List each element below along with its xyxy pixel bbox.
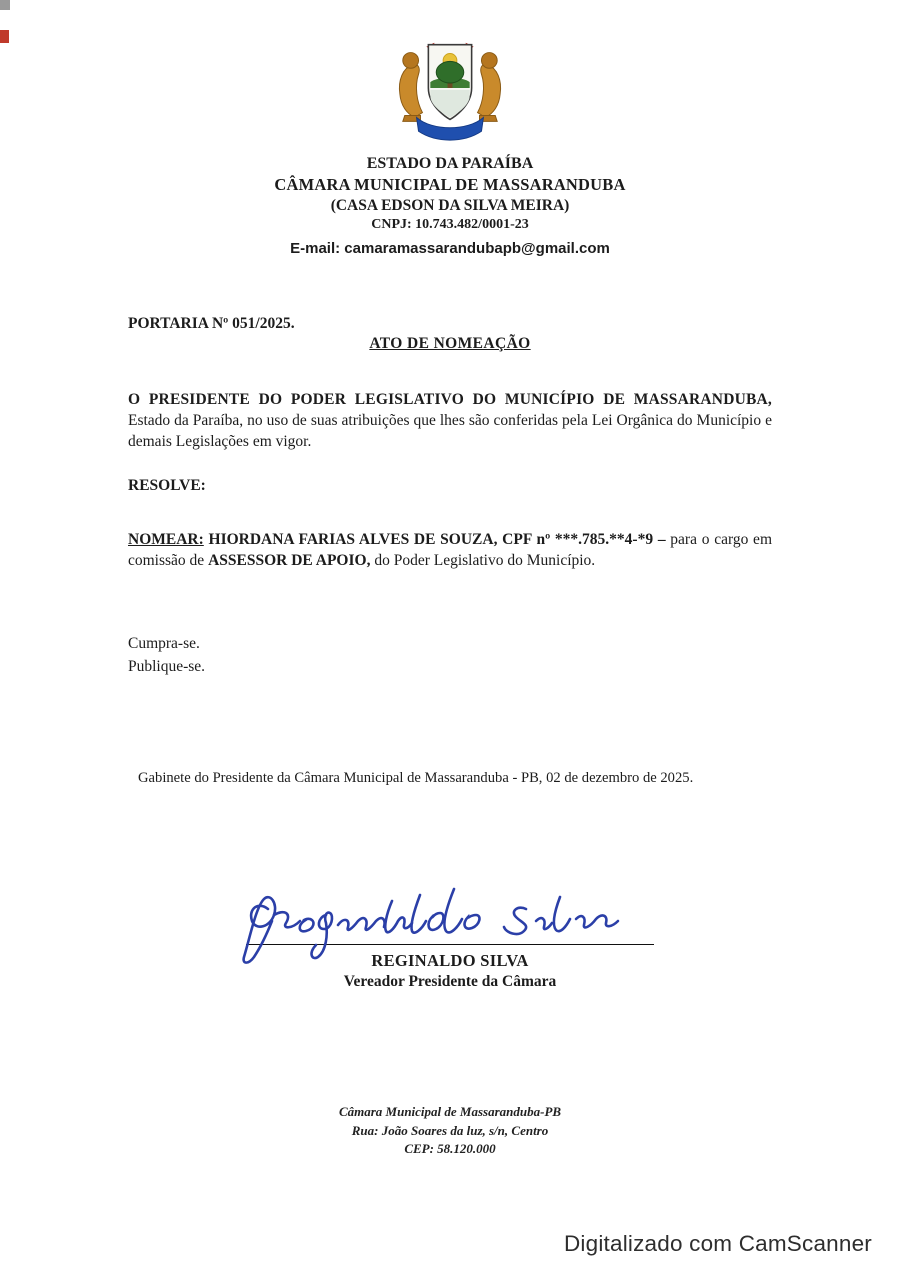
header-chamber: CÂMARA MUNICIPAL DE MASSARANDUBA <box>274 175 626 195</box>
nomear-cargo: ASSESSOR DE APOIO, <box>208 552 371 570</box>
preamble-bold: O PRESIDENTE DO PODER LEGISLATIVO DO MUNICÍPIO DE MASSARANDUBA, <box>128 390 772 408</box>
footer-line2: Rua: João Soares da luz, s/n, Centro <box>351 1122 549 1138</box>
camscanner-watermark: Digitalizado com CamScanner <box>563 1231 872 1256</box>
closing-orders <box>128 633 772 678</box>
cumpra-se: Cumpra-se. <box>128 635 200 653</box>
coat-of-arms-icon <box>391 30 509 142</box>
signer-name: REGINALDO SILVA <box>371 951 529 971</box>
scan-artifact-corner <box>0 0 10 10</box>
preamble-paragraph <box>128 389 772 453</box>
footer-line1: Câmara Municipal de Massaranduba-PB <box>338 1104 562 1120</box>
preamble-rest: Estado da Paraíba, no uso de suas atribuições que lhes são conferidas pela Lei Orgânica do Município e demais Legislações em vigor. <box>128 411 772 451</box>
header-state: ESTADO DA PARAÍBA <box>366 155 534 172</box>
document-title-text: ATO DE NOMEAÇÃO <box>369 334 531 352</box>
resolve-label: RESOLVE: <box>128 476 206 494</box>
portaria-number: PORTARIA Nº 051/2025. <box>128 314 295 332</box>
signature-block <box>240 879 660 991</box>
place-date-line: Gabinete do Presidente da Câmara Municipal de Massaranduba - PB, 02 de dezembro de 2025. <box>138 770 694 787</box>
document-title <box>128 335 772 353</box>
appointment-paragraph <box>128 529 772 572</box>
document-footer <box>128 1103 772 1158</box>
header-text-block <box>0 153 900 259</box>
header-cnpj: CNPJ: 10.743.482/0001-23 <box>371 217 529 233</box>
scan-artifact-red-mark <box>0 30 9 43</box>
header-house-name: (CASA EDSON DA SILVA MEIRA) <box>330 196 570 214</box>
footer-line3: CEP: 58.120.000 <box>404 1140 496 1156</box>
publique-se: Publique-se. <box>128 657 206 675</box>
nomear-rest1: para o cargo em comissão de <box>128 530 772 570</box>
document-header <box>0 0 900 259</box>
header-email: E-mail: camaramassarandubapb@gmail.com <box>290 239 610 257</box>
nomear-label: NOMEAR: <box>128 530 204 548</box>
nomear-name: HIORDANA FARIAS ALVES DE SOUZA, CPF nº ***.785.**4-*9 – <box>203 530 666 548</box>
signer-role: Vereador Presidente da Câmara <box>343 973 557 991</box>
nomear-rest2: do Poder Legislativo do Município. <box>370 552 596 570</box>
signature-line <box>246 879 654 945</box>
document-body <box>128 315 772 1158</box>
